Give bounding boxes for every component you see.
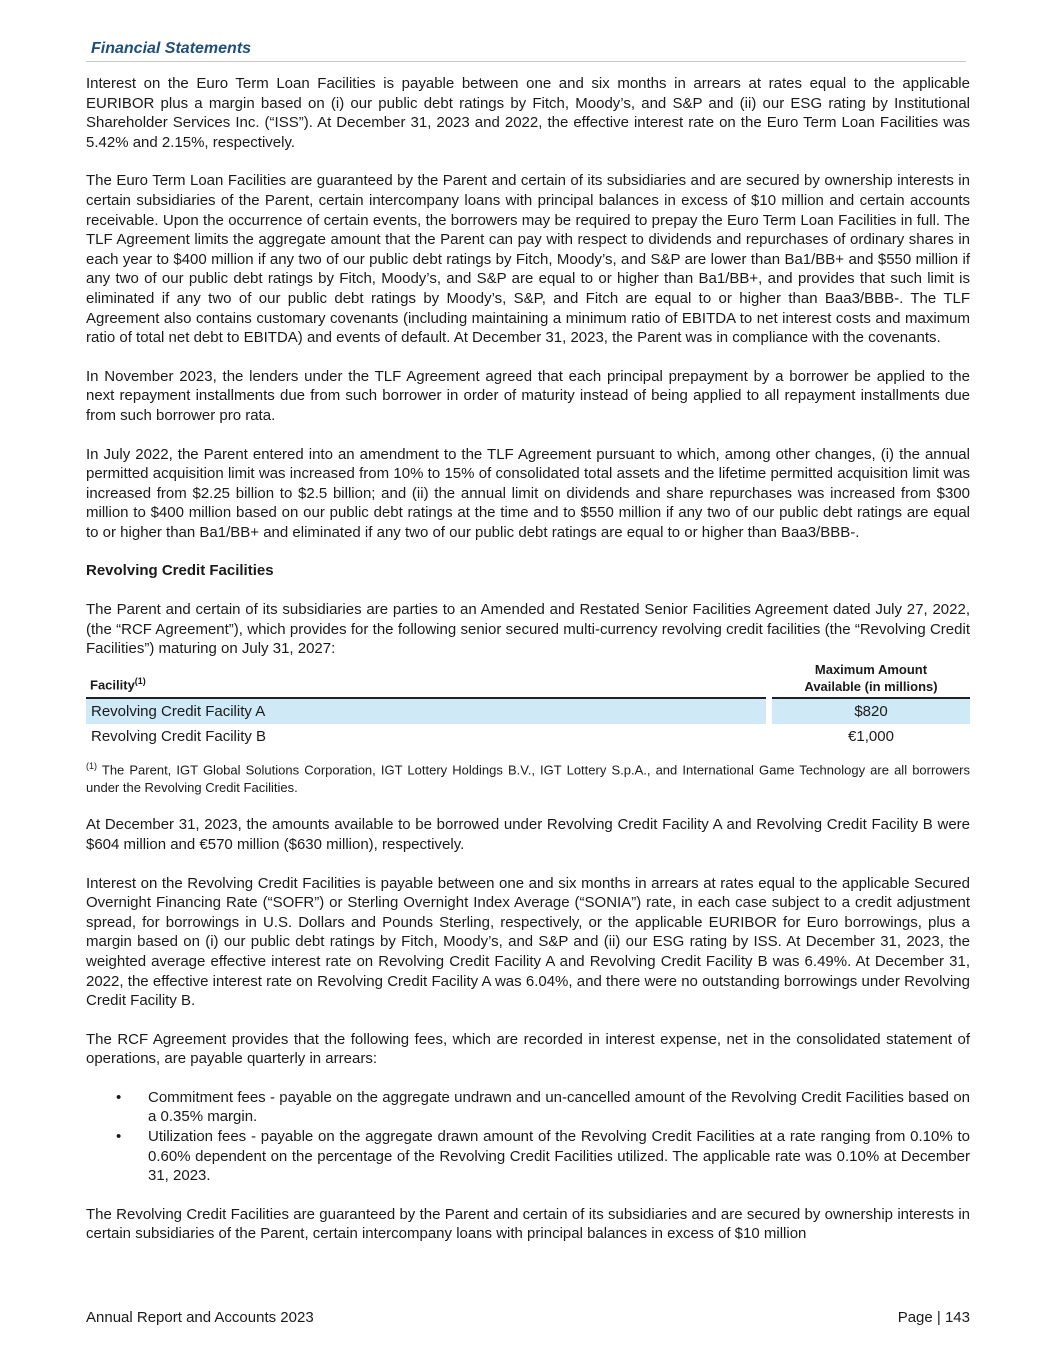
facility-name: Revolving Credit Facility B <box>91 728 267 746</box>
bullet-icon: • <box>116 1088 122 1106</box>
column-header-facility: Facility$^{(1)}$ <box>86 661 766 698</box>
document-body <box>86 74 970 1263</box>
paragraph-rcf-interest: Interest on the Revolving Credit Facilities is payable between one and six months in arrears at rates equal to the applicable Secured Overnight Financing Rate (“SOFR”) or Sterling Overnight Index Average (“SONIA”) rate, in each case subject to a credit adjustment spread, for borrowings in U.S. Dollars and Pounds Sterling, respectively, or the applicable EURIBOR for Euro borrowings, plus a margin based on (i) our public debt ratings by Fitch, Moody’s, and S&P and (ii) our ESG rating by ISS. At December 31, 2023, the weighted average effective interest rate on Revolving Credit Facility A and Revolving Credit Facility B was 6.49%. At December 31, 2022, the effective interest rate on Revolving Credit Facility A was 6.04%, and there were no outstanding borrowings under Revolving Credit Facility B. <box>86 874 970 1010</box>
bullet-icon: • <box>116 1128 122 1146</box>
table-row <box>86 698 970 725</box>
column-header-amount: Maximum Amount Available (in millions) <box>772 661 970 698</box>
paragraph-tlf-jul-2022: In July 2022, the Parent entered into an amendment to the TLF Agreement pursuant to which, among other changes, (i) the annual permitted acquisition limit was increased from 10% to 15% of consolidated total assets and the lifetime permitted acquisition limit was increased from $2.25 billion to $2.5 billion; and (ii) the annual limit on dividends and share repurchases was increased from $300 million to $400 million based on our public debt ratings at the time and to $550 million if any two of our public debt ratings are equal to or higher than Ba1/BB+ and eliminated if any two of our public debt ratings are equal to or higher than Baa3/BBB-. <box>86 445 970 541</box>
footnote-marker: (1) <box>86 761 97 772</box>
paragraph-rcf-agreement: The Parent and certain of its subsidiaries are parties to an Amended and Restated Senior Facilities Agreement dated July 27, 2022, (the “RCF Agreement”), which provides for the following senior secured multi-currency revolving credit facilities (the “Revolving Credit Facilities”) maturing on July 31, 2027: <box>86 601 970 658</box>
paragraph-tlf-nov-2023: In November 2023, the lenders under the TLF Agreement agreed that each principal prepayment by a borrower be applied to the next repayment installments due from such borrower in order of maturity instead of being applied to all repayment installments due from such borrower pro rata. <box>86 367 970 424</box>
facility-name: Revolving Credit Facility A <box>86 698 766 725</box>
table-row <box>86 724 970 750</box>
page-header <box>86 40 966 62</box>
footnote-text: The Parent, IGT Global Solutions Corporation, IGT Lottery Holdings B.V., IGT Lottery S.p.A., and International Game Technology are all borrowers under the Revolving Credit Facilities. <box>86 762 970 795</box>
paragraph-rcf-guarantee: The Revolving Credit Facilities are guaranteed by the Parent and certain of its subsidiaries and are secured by ownership interests in certain subsidiaries of the Parent, certain intercompany loans with principal balances in excess of $10 million <box>86 1205 970 1243</box>
footer-report-title: Annual Report and Accounts 2023 <box>86 1309 314 1326</box>
facility-table <box>86 661 970 750</box>
facility-amount: €1,000 <box>848 728 894 746</box>
paragraph-euro-tlf-guarantee: The Euro Term Loan Facilities are guaranteed by the Parent and certain of its subsidiaries and are secured by ownership interests in certain subsidiaries of the Parent, certain intercompany loans with principal balances in excess of $10 million and certain accounts receivable. Upon the occurrence of certain events, the borrowers may be required to prepay the Euro Term Loan Facilities in full. The TLF Agreement limits the aggregate amount that the Parent can pay with respect to dividends and repurchases of ordinary shares in each year to $400 million if any two of our public debt ratings by Fitch, Moody’s, and S&P are lower than Ba1/BB+ and $550 million if any two of our public debt ratings by Fitch, Moody’s, and S&P are equal to or higher than Ba1/BB+, and provides that such limit is eliminated if any two of our public debt ratings by Moody’s, S&P, and Fitch are equal to or higher than Baa3/BBB-. The TLF Agreement also contains customary covenants (including maintaining a minimum ratio of EBITDA to net interest costs and maximum ratio of total net debt to EBITDA) and events of default. At December 31, 2023, the Parent was in compliance with the covenants. <box>86 172 970 347</box>
fees-list <box>86 1088 970 1186</box>
paragraph-euro-tlf-interest: Interest on the Euro Term Loan Facilities is payable between one and six months in arrears at rates equal to the applicable EURIBOR plus a margin based on (i) our public debt ratings by Fitch, Moody’s, and S&P and (ii) our ESG rating by Institutional Shareholder Services Inc. (“ISS”). At December 31, 2023 and 2022, the effective interest rate on the Euro Term Loan Facilities was 5.42% and 2.15%, respectively. <box>86 75 970 151</box>
facility-amount: $820 <box>772 698 970 725</box>
paragraph-rcf-fees: The RCF Agreement provides that the following fees, which are recorded in interest expense, net in the consolidated statement of operations, are payable quarterly in arrears: <box>86 1030 970 1068</box>
table-footnote <box>86 758 970 796</box>
footer-page-number: Page | 143 <box>897 1309 970 1326</box>
facility-table-header <box>86 661 970 698</box>
list-item: • Commitment fees - payable on the aggregate undrawn and un-cancelled amount of the Revolving Credit Facilities based on a 0.35% margin. <box>116 1088 970 1126</box>
heading-revolving-credit-facilities: Revolving Credit Facilities <box>86 562 274 580</box>
section-title: Financial Statements <box>91 40 252 57</box>
list-item: • Utilization fees - payable on the aggregate drawn amount of the Revolving Credit Facilities at a rate ranging from 0.10% to 0.60% dependent on the percentage of the Revolving Credit Facilities utilized. The applicable rate was 0.10% at December 31, 2023. <box>116 1128 970 1185</box>
paragraph-rcf-availability: At December 31, 2023, the amounts available to be borrowed under Revolving Credit Facility A and Revolving Credit Facility B were $604 million and €570 million ($630 million), respectively. <box>86 816 970 853</box>
